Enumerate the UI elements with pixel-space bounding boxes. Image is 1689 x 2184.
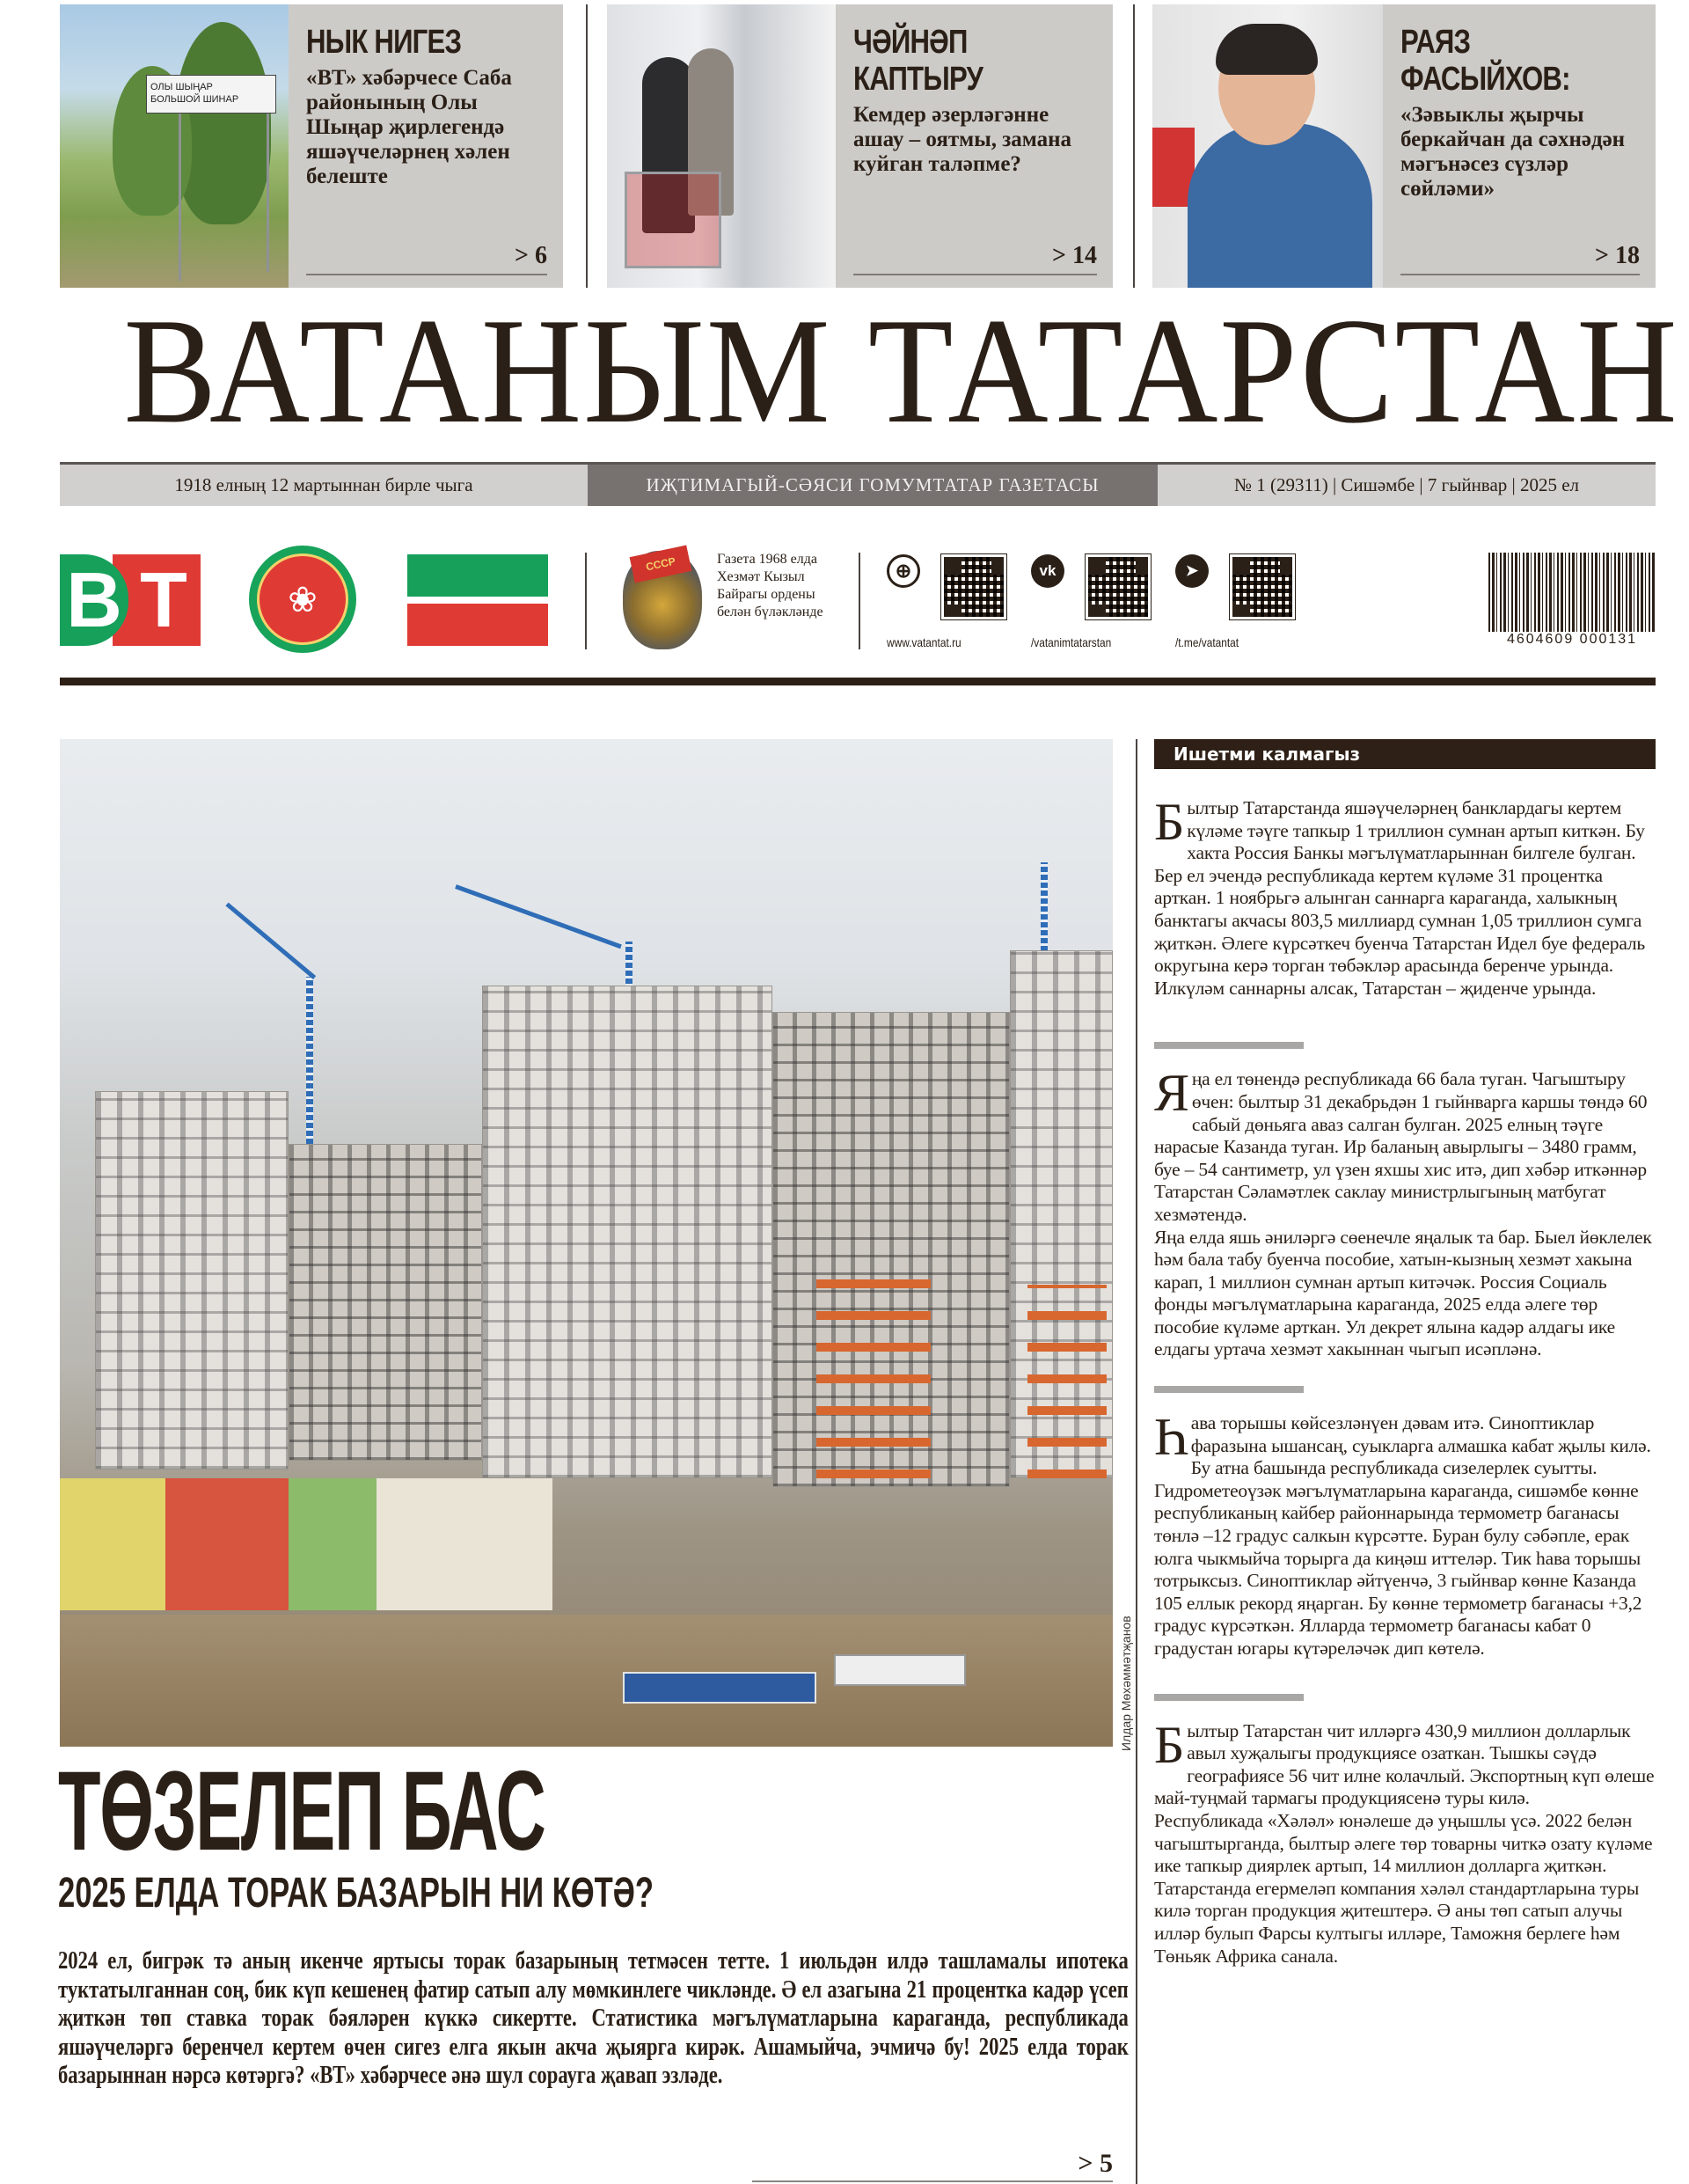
logo-divider [585, 553, 587, 649]
teaser-kicker: ФАСЫЙХОВ: [1400, 61, 1570, 98]
site-cabin [623, 1672, 816, 1704]
building-block [289, 1144, 482, 1461]
lead-body: 2024 ел, бигрәк тә аның икенче яртысы торак базарының тетмәсен тетте. 1 июльдән илдә ташламалы ипотека туктатылганнан соң, бик күп кешенең фатир сатып алу мөмкинлеге чикләнде. Ә ел азагына 21 процентка кадәр үсеп җиткән төп ставка торак бәяләрен күккә сикертте. Статистика мәгълүматларына караганда, республикада яшәүчеләргә беренчел кертем өчен сигез елга якын акча җыярга кирәк. Ашамыйча, эчмичә бу! 2025 елда торак базарыннан нәрсә көтәргә? «ВТ» хәбәрчесе әнә шул сорауга җавап эзләде. [58, 1946, 1129, 2089]
teaser-page-link[interactable]: > 18 [1400, 242, 1640, 275]
qr-code-telegram[interactable] [1230, 554, 1295, 619]
photo-credit-text: Илдар Мөхәммәтҗанов [1119, 1616, 1133, 1751]
dropcap: Һ [1154, 1408, 1188, 1467]
sign-pole [267, 114, 269, 272]
crane-arm [225, 903, 316, 979]
sign-text-tatar: ОЛЫ ШЫҢАР [150, 82, 213, 92]
teaser-nyk-nigez[interactable] [60, 4, 563, 288]
globe-icon: ⊕ [887, 554, 920, 588]
news-briefs-sidebar [1154, 739, 1656, 1968]
website-url[interactable]: www.vatantat.ru [887, 635, 961, 649]
teaser-rayaz-fasyikhov[interactable] [1152, 4, 1656, 288]
sidebar-header: Ишетми калмагыз [1154, 739, 1656, 769]
portrait-body [1188, 123, 1372, 288]
site-cabin [834, 1654, 966, 1686]
brief-separator [1154, 1386, 1304, 1393]
tatarstan-coat-of-arms-icon [249, 546, 356, 653]
lead-headline[interactable]: ТӨЗЕЛЕП БАС [58, 1748, 545, 1874]
teaser-page-link[interactable]: > 14 [853, 242, 1097, 275]
building-block [482, 986, 772, 1478]
lead-subheadline: 2025 ЕЛДА ТОРАК БАЗАРЫН НИ КӨТӘ? [58, 1870, 654, 1916]
teaser-kicker: ЧӘЙНӘП [853, 24, 968, 61]
column-divider [1136, 739, 1137, 2184]
vk-url[interactable]: /vatanimtatarstan [1031, 635, 1112, 649]
building-block [95, 1091, 289, 1469]
newspaper-title: ВАТАНЫМ ТАТАРСТАН [123, 288, 1679, 455]
brief-newborns [1154, 1064, 1656, 1361]
brief-paragraph: Бер ел эчендә республикада кертем күләме 31 процентка арткан. 1 ноябрьгә алынган саннарга караганда, халыкның банктагы акчасы 803,5 миллиард сумнан 1,05 триллион сумга җиткән. Әлеге күрсәткеч буенча Татарстан Идел буе федераль округына керә торган төбәкләр арасында беренче урында. Илкүләм саннарны алсак, Татарстан – җиденче урында. [1154, 864, 1646, 999]
barcode-icon [1488, 553, 1656, 632]
lead-photo-construction-site [60, 739, 1113, 1747]
brief-separator [1154, 1042, 1304, 1049]
photo-credit [1119, 1584, 1137, 1751]
teaser-kicker: КАПТЫРУ [853, 61, 983, 98]
issue-info: № 1 (29311) | Сишәмбе | 7 гыйнвар | 2025 ел [1158, 465, 1656, 506]
founded-date: 1918 елның 12 мартыннан бирле чыга [60, 465, 588, 506]
sign-text-russian: БОЛЬШОЙ ШИНАР [150, 94, 239, 105]
teaser-page-link[interactable]: > 6 [306, 242, 547, 275]
sign-pole [179, 114, 181, 281]
order-of-red-banner-icon [623, 551, 702, 649]
teaser-kicker: НЫК НИГЕЗ [306, 24, 462, 61]
brief-bank-deposits [1154, 793, 1656, 1000]
teaser-divider [586, 4, 588, 288]
vt-logo-t: Т [113, 554, 201, 646]
brief-paragraph: Яңа елда яшь әниләргә сөенечле яңалык та бар. Быел йөклелек һәм бала табу буенча пособие, хатын-кызның хезмәт хакына карап, 1 миллион сумнан артып китәчәк. Россия Социаль фонды мәгълүматларына караганда, 2025 елда әлеге төр пособие күләме арткан. Ул декрет ялына кадәр алдагы ике елдагы уртача хезмәт хакыннан чыгып исәпләнә. [1154, 1226, 1652, 1360]
snow-leopard-icon: ❀ [257, 553, 348, 645]
teaser-panel [289, 4, 563, 288]
qr-code-vk[interactable] [1086, 554, 1151, 619]
vk-icon: vk [1031, 554, 1064, 588]
award-note: Газета 1968 елда Хезмәт Кызыл Байрагы ордены белән бүләкләнде [717, 552, 823, 619]
brief-paragraph: Республикада «Хәләл» юнәлеше дә уңышлы үсә. 2022 белән чагыштырганда, былтыр әлеге төр товарны читкә озату күләме ике тапкыр диярлек артып, 14 миллион долларга җиткән. Татарстанда егермеләп компания хәләл стандартларына туры килә торган продукция җитештерә. Ә аны төп сатып алучы илләр булып Фарсы култыгы илләре, Таможня берлеге һәм Төньяк Африка санала. [1154, 1809, 1653, 1967]
teaser-deck: Кемдер әзерләгәнне ашау – оятмы, замана куйган таләпме? [853, 103, 1072, 176]
dropcap: Б [1154, 793, 1185, 851]
teaser-panel [836, 4, 1113, 288]
portrait-hair [1216, 24, 1318, 75]
telegram-url[interactable]: /t.me/vatantat [1175, 635, 1239, 649]
brief-paragraph: ңа ел төнендә республикада 66 бала туган. Чагыштыру өчен: былтыр 31 декабрьдән 1 гыйнварга каршы төндә 60 сабый дөньяга аваз салган булган. 2025 елның тәүге нарасые Казанда туган. Ир баланың авырлыгы – 3480 грамм, буе – 54 сантиметр, ул үзен яхшы хис итә, дип хәбәр иткәннәр Татарстан Сәламәтлек саклау министрлыгының матбугат хезмәтендә. [1154, 1068, 1648, 1225]
brief-paragraph: ылтыр Татарстанда яшәүчеләрнең банклардагы кертем күләме тәүге тапкыр 1 триллион сумнан артып киткән. Бу хакта Россия Банкы мәгълүматларыннан билгеле булган. [1187, 797, 1645, 864]
teaser-photo-supermarket [607, 4, 836, 288]
kindergarten-building [60, 1478, 552, 1610]
teaser-photo-portrait [1152, 4, 1383, 288]
vt-logo [60, 554, 201, 646]
teaser-chaynap-kaptyru[interactable] [607, 4, 1113, 288]
brief-paragraph: ылтыр Татарстан чит илләргә 430,9 миллион долларлык авыл хуҗалыгы продукциясе озаткан. Тышкы сәүдә географиясе 56 чит илне колачлый. Экспортның күп өлеше май-туңмай тармагы продукциясенә туры килә. [1154, 1719, 1655, 1809]
teaser-photo-road-sign [60, 4, 289, 288]
masthead-infobar [60, 462, 1656, 506]
teaser-deck: «Зәвыклы җырчы беркайчан да сәхнәдән мәгънәсез сүзләр сөйләми» [1400, 103, 1626, 201]
logo-divider [859, 553, 860, 649]
town-sign [146, 75, 276, 114]
telegram-icon: ➤ [1175, 554, 1209, 588]
tatarstan-flag-icon [407, 554, 548, 646]
brief-paragraph: ава торышы көйсезләнүен дәвам итә. Синоптиклар фаразына ышансаң, суыкларга алмашка кабат җылы килә. [1190, 1412, 1651, 1456]
shopping-cart [625, 172, 721, 268]
teaser-divider [1133, 4, 1135, 288]
logo-row [60, 546, 1656, 656]
teaser-kicker: РАЯЗ [1400, 24, 1471, 61]
facade-orange [1027, 1285, 1107, 1478]
crane-arm [455, 884, 622, 949]
brief-weather [1154, 1408, 1656, 1660]
qr-code-website[interactable] [941, 554, 1006, 619]
dropcap: Б [1154, 1715, 1185, 1774]
masthead-rule [60, 678, 1656, 685]
brief-paragraph: Бу атна башында республикада сизелерлек суытты. Гидрометеоүзәк мәгълүматларына караганда, сишәмбе көнне республиканың кайбер районнарында термометр баганасы төнлә –12 градус салкын күрсәтте. Буран булу сәбәпле, ерак юлга чыкмыйча торырга да киңәш иттеләр. Тик һава торышы тотрыксыз. Синоптиклар әйтүенчә, 3 гыйнвар көнне Казанда 105 еллык рекорд яңарган. Бу көнне термометр баганасы +3,2 градус күрсәткән. Ялларда термометр баганасы кабат 0 градустан югары күтәреләчәк дип көтелә. [1154, 1457, 1642, 1659]
order-banner: СССР [630, 545, 692, 583]
barcode-number: 4604609 000131 [1488, 632, 1656, 648]
brief-separator [1154, 1694, 1304, 1701]
teaser-panel [1383, 4, 1656, 288]
brief-agri-export [1154, 1715, 1656, 1968]
newspaper-type: ИҖТИМАГЫЙ-СӘЯСИ ГОМУМТАТАР ГАЗЕТАСЫ [588, 465, 1158, 506]
dropcap: Я [1154, 1064, 1189, 1123]
vt-logo-b: В [60, 554, 128, 646]
lead-page-link[interactable]: > 5 [752, 2149, 1113, 2182]
teaser-deck: «ВТ» хәбәрчесе Саба районының Олы Шыңар җирлегендә яшәүчеләрнең хәлен белеште [306, 66, 512, 188]
facade-orange [816, 1267, 931, 1478]
